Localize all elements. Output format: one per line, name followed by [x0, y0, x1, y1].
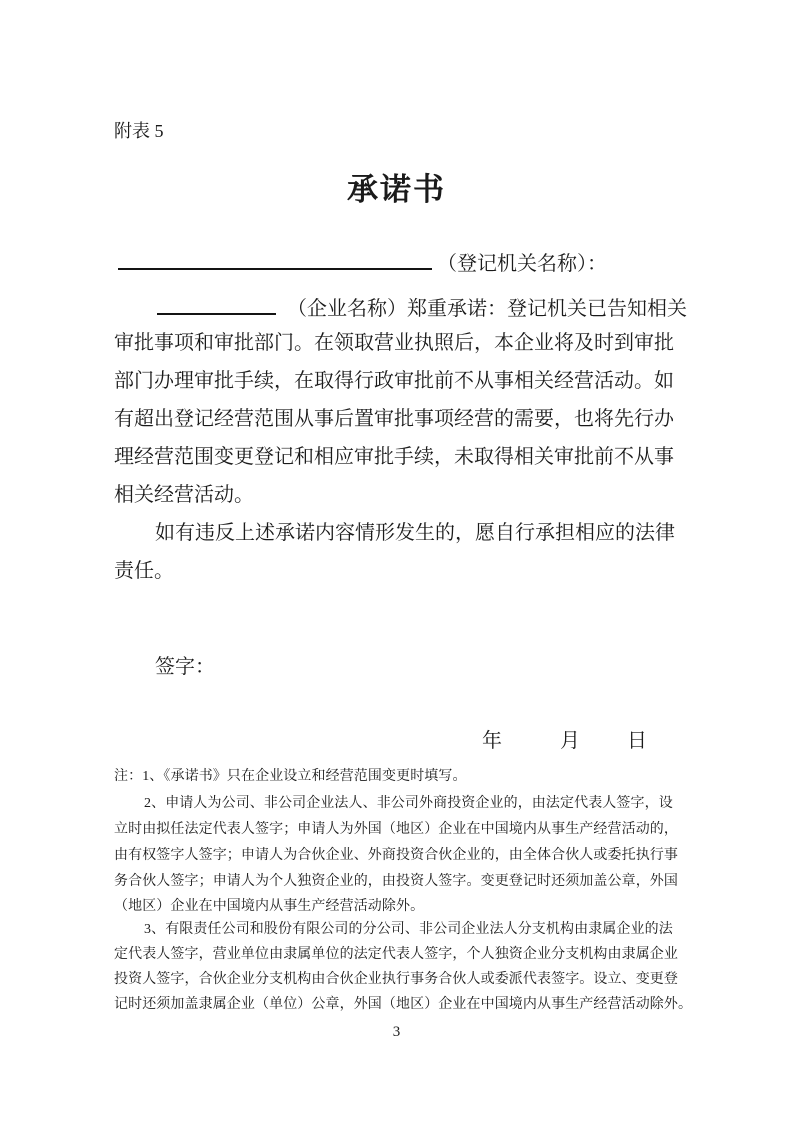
- body-line: 有超出登记经营范围从事后置审批事项经营的需要，也将先行办: [114, 408, 674, 430]
- note-line: 由有权签字人签字；申请人为合伙企业、外商投资合伙企业的，由全体合伙人或委托执行事: [114, 848, 678, 863]
- note-line: 3、有限责任公司和股份有限公司的分公司、非公司企业法人分支机构由隶属企业的法: [144, 922, 673, 937]
- body-line: 部门办理审批手续，在取得行政审批前不从事相关经营活动。如: [114, 370, 674, 392]
- document-title: 承诺书: [347, 172, 446, 207]
- signature-label: 签字：: [155, 656, 215, 678]
- day-label: 日: [627, 730, 647, 752]
- note-line: 务合伙人签字；申请人为个人独资企业的，由投资人签字。变更登记时还须加盖公章，外国: [114, 874, 678, 889]
- body-line: 理经营范围变更登记和相应审批手续，未取得相关审批前不从事: [114, 446, 674, 468]
- registration-authority-blank-line: [118, 248, 432, 270]
- body-line: 如有违反上述承诺内容情形发生的，愿自行承担相应的法律: [155, 522, 675, 544]
- body-line: 相关经营活动。: [114, 484, 254, 506]
- body-line: 责任。: [114, 560, 174, 582]
- appendix-label: 附表 5: [114, 121, 164, 141]
- body-line: 审批事项和审批部门。在领取营业执照后，本企业将及时到审批: [114, 332, 674, 354]
- note-line: 立时由拟任法定代表人签字；申请人为外国（地区）企业在中国境内从事生产经营活动的，: [114, 822, 678, 837]
- note-line: 定代表人签字，营业单位由隶属单位的法定代表人签字，个人独资企业分支机构由隶属企业: [114, 947, 678, 962]
- note-line: 注：1、《承诺书》只在企业设立和经营范围变更时填写。: [114, 769, 467, 784]
- salutation-line: [118, 248, 607, 277]
- body-line-text: （企业名称）郑重承诺：登记机关已告知相关: [287, 298, 687, 320]
- note-line: （地区）企业在中国境内从事生产经营活动除外。: [114, 899, 425, 914]
- year-label: 年: [482, 730, 502, 752]
- body-line: [157, 293, 687, 322]
- note-line: 投资人签字，合伙企业分支机构由合伙企业执行事务合伙人或委派代表签字。设立、变更登: [114, 972, 678, 987]
- note-line: 2、申请人为公司、非公司企业法人、非公司外商投资企业的，由法定代表人签字，设: [144, 796, 673, 811]
- page-number: 3: [392, 1024, 401, 1040]
- salutation-suffix: （登记机关名称）：: [437, 253, 607, 275]
- enterprise-name-blank-line: [157, 293, 276, 315]
- note-line: 记时还须加盖隶属企业（单位）公章，外国（地区）企业在中国境内从事生产经营活动除外。: [114, 997, 693, 1012]
- month-label: 月: [560, 730, 580, 752]
